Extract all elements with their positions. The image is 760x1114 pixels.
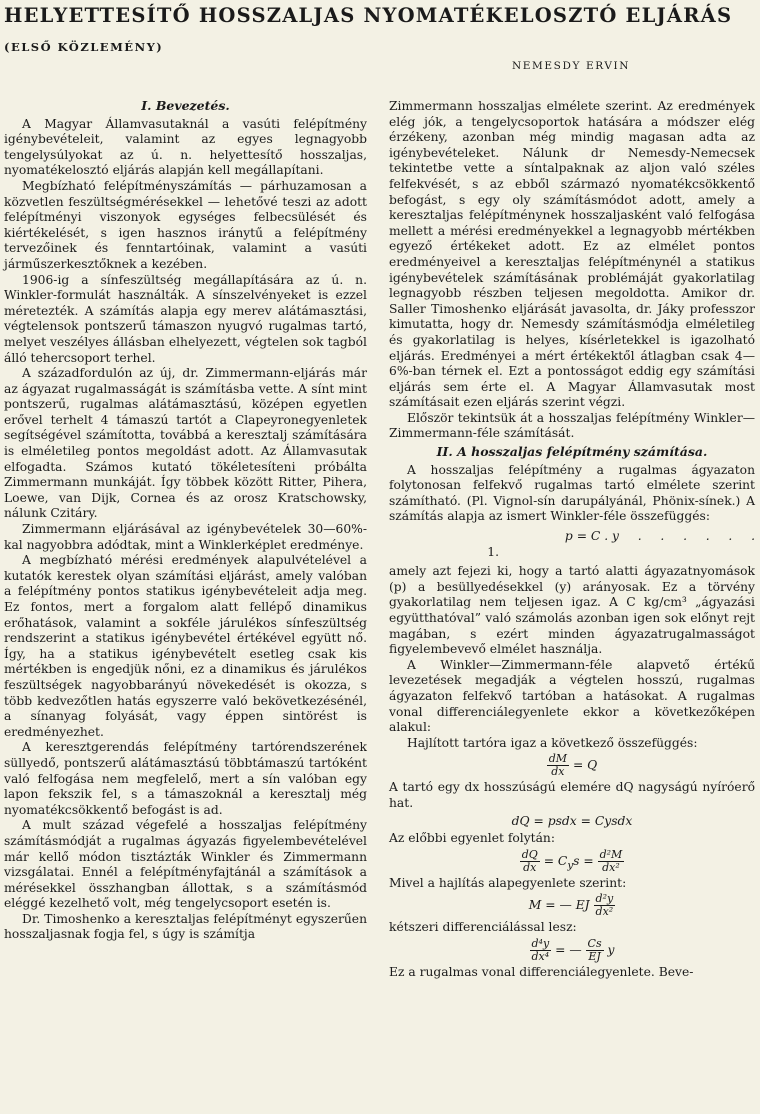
- paragraph: Hajlított tartóra igaz a következő összefüggés:: [407, 735, 698, 750]
- eq6-mid: = —: [555, 942, 582, 957]
- equation-3: dQ = psdx = Cysdx: [511, 813, 633, 828]
- article-title: HELYETTESÍTŐ HOSSZALJAS NYOMATÉKELOSZTÓ ELJÁRÁS: [4, 4, 733, 27]
- paragraph: A mult század végefelé a hosszaljas felépítmény számításmódját a rugalmas ágyazás figyelembevételével már kellő módon tisztázták Winkler és Zimmermann vizsgálatai. Ennél a felépítményfajtánál a számítások a mérésekkel összhangban állottak, s a számításmód eléggé kezelhető volt, még tengelycsoport esetén is.: [4, 818, 367, 911]
- eq5-den: dx²: [595, 905, 614, 919]
- eq5-lhs: M = — EJ: [528, 898, 590, 913]
- paragraph: Dr. Timoshenko a keresztaljas felépítményt egyszerűen hosszaljasnak fogja fel, s úgy is számítja: [4, 911, 367, 942]
- paragraph: Az előbbi egyenlet folytán:: [389, 831, 555, 846]
- paragraph: Zimmermann eljárásával az igénybevételek 30—60%-kal nagyobbra adódtak, mint a Winklerképlet eredménye.: [4, 522, 367, 552]
- equation-2: [389, 753, 755, 778]
- eq6-rhs: y: [607, 942, 615, 957]
- equation-1: [389, 529, 755, 560]
- equation-5: [389, 893, 755, 918]
- paragraph: A keresztgerendás felépítmény tartórendszerének süllyedő, pontszerű alátámasztású többtámaszú tartóként való felfogása nem megfelelő, mert a sín valóban egy lapon fekszik fel, s a támaszoknál a keresztalj még nyomatékcsökkentő befogást is ad.: [4, 740, 367, 817]
- right-column: [389, 99, 755, 981]
- eq2-denominator: dx: [551, 765, 565, 779]
- eq4-mid: = C: [543, 853, 568, 868]
- paragraph: 1906-ig a sínfeszültség megállapítására az ú. n. Winkler-formulát használták. A sínszelvényeket is ezzel méretezték. A számítás alapja egy merev alátámasztási, végtelensok pontszerű támaszon nyugvó rugalmas tartó, melyet veszélyes állásban elhelyezett, végtelen sok tagból álló tehercsoport terhel.: [4, 272, 367, 365]
- eq4-den1: dx: [523, 860, 537, 874]
- section-heading-2: II. A hosszaljas felépítmény számítása.: [436, 444, 708, 460]
- paragraph: kétszeri differenciálással lesz:: [389, 920, 577, 935]
- paragraph: Zimmermann hosszaljas elmélete szerint. Az eredmények elég jók, a tengelycsoportok hatására a módszer elég érzékeny, azonban még mindig magasan adta az igénybevételeket. Nálunk dr Nemesdy-Nemecsek tekintetbe vette a síntalpaknak az aljon való széles felfekvését, s az ebből származó nyomatékcsökkentő befogást, s egy oly számításmódot adott, amely a keresztaljas felépítménynek hosszaljasként való felfogása mellett a mérési eredményekkel a legnagyobb mértékben egyező értékeket adott. Ez az elmélet pontos eredményeivel a keresztaljas felépítménynél a statikus igénybevételek számításának problémáját gyakorlatilag legnagyobb részben teljesen megoldotta. Amikor dr. Saller Timoshenko eljárását javasolta, dr. Jáky professzor kimutatta, hogy dr. Nemesdy számításmódja elméletileg és gyakorlatilag is helyes, kísérletekkel is igazolható eljárás. Eredményei a mért értékektől átlagban csak 4—6%-ban térnek el. Ezt a pontosságot eddig egy számítási eljárás sem érte el. A Magyar Államvasutak most számításait ezen eljárás szerint végzi.: [389, 99, 755, 410]
- paragraph: A hosszaljas felépítmény a rugalmas ágyazaton folytonosan felfekvő rugalmas tartó elmélete szerint számítható. (Pl. Vignol-sín darupályánál, Phönix-sínek.) A számítás alapja az ismert Winkler-féle összefüggés:: [389, 462, 755, 524]
- eq4-den2: dx²: [602, 860, 620, 874]
- eq4-num2: d²M: [599, 847, 623, 861]
- eq2-numerator: dM: [548, 752, 568, 766]
- left-column: [4, 96, 367, 943]
- paragraph: Mivel a hajlítás alapegyenlete szerint:: [389, 875, 627, 890]
- paragraph: Megbízható felépítményszámítás — párhuzamosan a közvetlen feszültségmérésekkel — lehetővé teszi az adott felépítményi viszonyok egységes felbecsülését és kiértékelését, s igen hasznos iránytű a felépítmény tervezőinek és fenntartóinak, valamint a vasúti járműszerkesztőknek a kezében.: [4, 178, 367, 271]
- equation-6: [389, 938, 755, 963]
- paragraph: A tartó egy dx hosszúságú elemére dQ nagyságú nyíróerő hat.: [389, 780, 755, 810]
- section-heading-1: I. Bevezetés.: [141, 98, 230, 113]
- paragraph: A megbízható mérési eredmények alapulvételével a kutatók kerestek olyan számítási eljárást, amely valóban a felépítmény pontos statikus igénybevételeit adja meg. Ez fontos, mert a forgalom alatt fellépő dinamikus erőhatások, valamint a sokféle járulékos sínfeszültség rendszerint a statikus igénybevétel értékével együtt nő. Így, ha a statikus igénybevételt esetleg csak kis mértékben is engedjük nőni, ez a dinamikus és járulékos feszültségek nagyobbarányú növekedését is okozza, s több kedvezőtlen hatás egyszerre való bekövetkezésénél, a sínanyag folyását, vagy éppen sintörést is eredményezhet.: [4, 553, 367, 739]
- paragraph: A Magyar Államvasutaknál a vasúti felépítmény igénybevételeit, valamint az egyes legnagyobb tengelysúlyokat az ú. n. helyettesítő hosszaljas, nyomatékelosztó eljárás alapján kell megállapítani.: [4, 116, 367, 178]
- paragraph: Ez a rugalmas vonal differenciálegyenlete. Beve-: [389, 964, 694, 979]
- article-subtitle: (ELSŐ KÖZLEMÉNY): [4, 40, 164, 54]
- eq5-num: d²y: [595, 892, 614, 906]
- paragraph: amely azt fejezi ki, hogy a tartó alatti ágyazatnyomások (p) a besüllyedésekkel (y) arányosak. Ez a törvény gyakorlatilag nem teljesen igaz. A C kg/cm³ „ágyazási együtthatóval” való számolás azonban igen sok előnyt rejt magában, s ezért minden ágyazatrugalmasságot figyelembevevő elmélet használja.: [389, 564, 755, 657]
- eq6-num2: Cs: [587, 936, 602, 950]
- author-name: NEMESDY ERVIN: [512, 60, 631, 72]
- eq6-den2: EJ: [588, 949, 601, 963]
- paragraph: Először tekintsük át a hosszaljas felépítmény Winkler—Zimmermann-féle számítását.: [389, 410, 755, 441]
- paragraph: A Winkler—Zimmermann-féle alapvető értékű levezetések megadják a végtelen hosszú, rugalmas ágyazaton felfekvő tartóban a hatásokat. A rugalmas vonal differenciálegyenlete ekkor a következőképen alakul:: [389, 657, 755, 735]
- eq4-sub: y: [567, 859, 574, 872]
- paragraph: A századfordulón az új, dr. Zimmermann-eljárás már az ágyazat rugalmasságát is számításba vette. A sínt mint pontszerű, rugalmas alátámasztású, középen egyetlen erővel terhelt 4 támaszú tartót a Clapeyronegyenletek segítségével számította, továbbá a keresztalj számítására is elméletileg pontos megoldást adott. Az Államvasutak elfogadta. Számos kutató tökéletesíteni próbálta Zimmermann munkáját. Így többek között Ritter, Pihera, Loewe, van Dijk, Cornea és az orosz Kratschowsky, nálunk Czitáry.: [4, 366, 367, 521]
- equation-1-dots: . . . . . .: [637, 529, 755, 544]
- eq2-rhs: = Q: [572, 758, 598, 773]
- eq4-num1: dQ: [521, 847, 538, 861]
- equation-4: [389, 849, 755, 874]
- equation-1-number: 1.: [487, 544, 499, 559]
- eq4-s: s =: [573, 853, 594, 868]
- equation-1-body: p = C . y: [564, 529, 619, 544]
- eq6-num1: d⁴y: [531, 936, 550, 950]
- eq6-den1: dx⁴: [531, 949, 550, 963]
